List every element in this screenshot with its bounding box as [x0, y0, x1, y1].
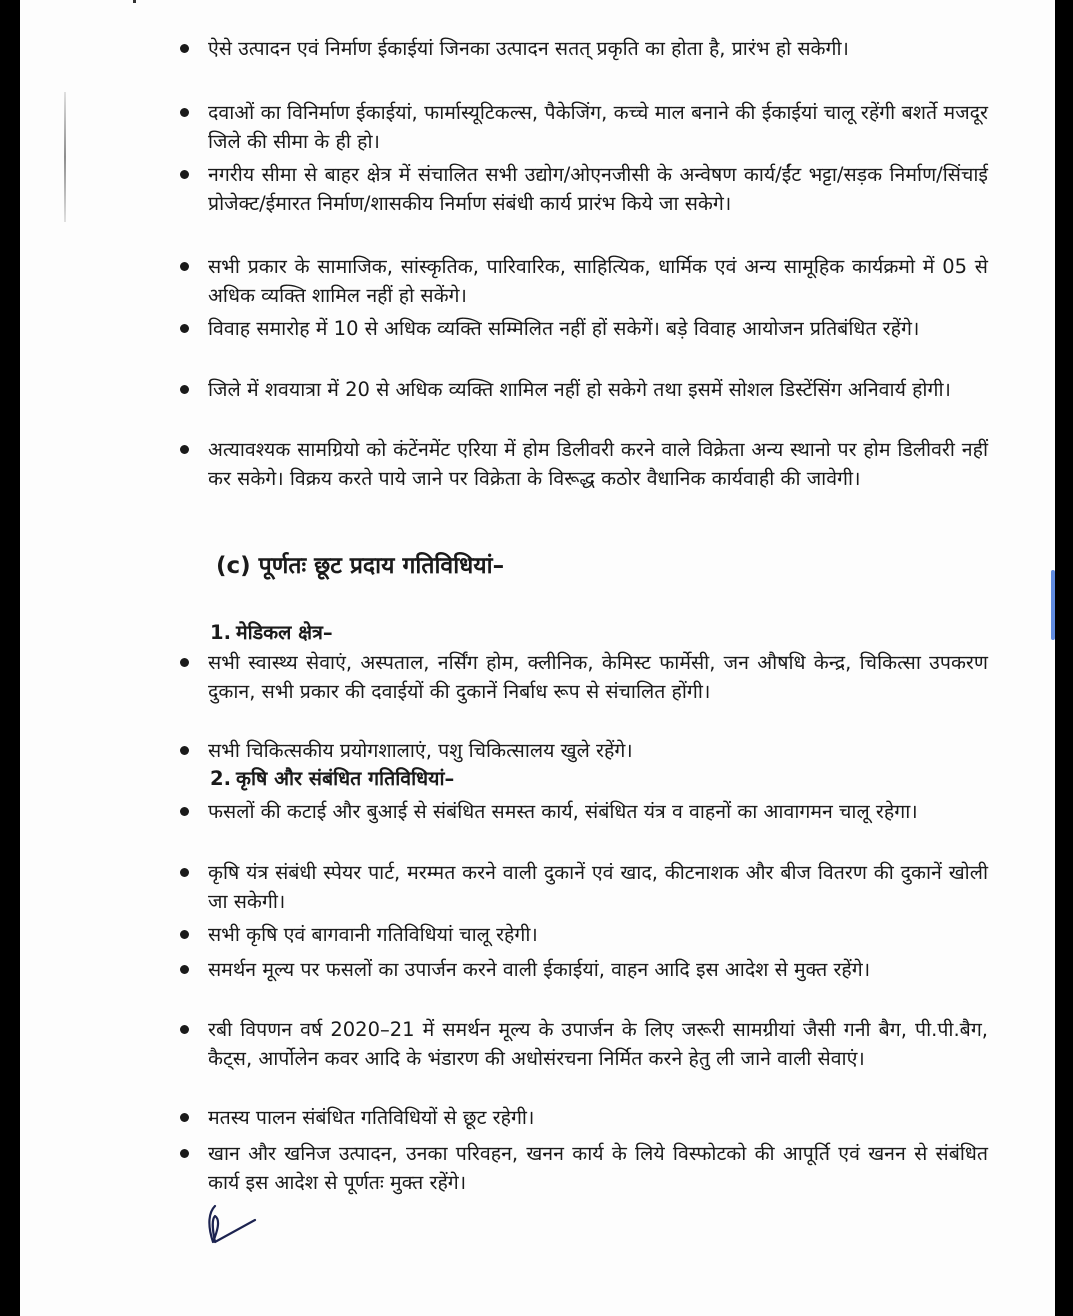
bullet-icon — [180, 868, 189, 877]
bullet-icon — [180, 170, 189, 179]
list-item: विवाह समारोह में 10 से अधिक व्यक्ति सम्मिलित नहीं हों सकेगें। बड़े विवाह आयोजन प्रतिबंधित रहेंगे। — [208, 314, 988, 343]
bullet-icon — [180, 1025, 189, 1034]
bullet-icon — [180, 44, 189, 53]
list-item: जिले में शवयात्रा में 20 से अधिक व्यक्ति शामिल नहीं हो सकेगे तथा इसमें सोशल डिस्टेंसिंग अनिवार्य होगी। — [208, 375, 988, 404]
list-item: नगरीय सीमा से बाहर क्षेत्र में संचालित सभी उद्योग/ओएनजीसी के अन्वेषण कार्य/ईंट भट्टा/सड़क निर्माण/सिंचाई प्रोजेक्ट/ईमारत निर्माण/शासकीय निर्माण संबंधी कार्य प्रारंभ किये जा सकेगे। — [208, 160, 988, 218]
list-item: सभी चिकित्सकीय प्रयोगशालाएं, पशु चिकित्सालय खुले रहेंगे। — [208, 736, 988, 765]
bullet-icon — [180, 930, 189, 939]
list-item: सभी कृषि एवं बागवानी गतिविधियां चालू रहेगी। — [208, 920, 988, 949]
list-item: समर्थन मूल्य पर फसलों का उपार्जन करने वाली ईकाईयां, वाहन आदि इस आदेश से मुक्त रहेंगे। — [208, 955, 988, 984]
bullet-icon — [180, 965, 189, 974]
section-heading: (c) पूर्णतः छूट प्रदाय गतिविधियां– — [216, 553, 505, 579]
list-item: खान और खनिज उत्पादन, उनका परिवहन, खनन कार्य के लिये विस्फोटको की आपूर्ति एवं खनन से संबंधित कार्य इस आदेश से पूर्णतः मुक्त रहेंगे। — [208, 1139, 988, 1197]
bullet-icon — [180, 746, 189, 755]
list-item: दवाओं का विनिर्माण ईकाईयां, फार्मास्यूटिकल्स, पैकेजिंग, कच्चे माल बनाने की ईकाईयां चालू रहेंगी बशर्ते मजदूर जिले की सीमा के ही हो। — [208, 98, 988, 156]
list-item: कृषि यंत्र संबंधी स्पेयर पार्ट, मरम्मत करने वाली दुकानें एवं खाद, कीटनाशक और बीज वितरण की दुकानें खोली जा सकेगी। — [208, 858, 988, 916]
list-item: अत्यावश्यक सामग्रियो को कंटेंनमेंट एरिया में होम डिलीवरी करने वाले विक्रेता अन्य स्थानो पर होम डिलीवरी नहीं कर सकेगे। विक्रय करते पाये जाने पर विक्रेता के विरूद्ध कठोर वैधानिक कार्यवाही की जावेगी। — [208, 435, 988, 493]
signature-mark — [195, 1202, 265, 1252]
bullet-icon — [180, 108, 189, 117]
subsection-heading-agriculture: 2. कृषि और संबंधित गतिविधियां– — [210, 767, 455, 790]
scan-edge-shadow — [64, 92, 66, 222]
list-item: रबी विपणन वर्ष 2020–21 में समर्थन मूल्य के उपार्जन के लिए जरूरी सामग्रीयां जैसी गनी बैग, पी.पी.बैग, कैट्स, आर्पोलेन कवर आदि के भंडारण की अधोसंरचना निर्मित करने हेतु ली जाने वाली सेवाएं। — [208, 1015, 988, 1073]
bullet-icon — [180, 445, 189, 454]
list-item: फसलों की कटाई और बुआई से संबंधित समस्त कार्य, संबंधित यंत्र व वाहनों का आवागमन चालू रहेगा। — [208, 797, 988, 826]
list-item: ऐसे उत्पादन एवं निर्माण ईकाईयां जिनका उत्पादन सतत् प्रकृति का होता है, प्रारंभ हो सकेगी। — [208, 34, 988, 63]
bullet-icon — [180, 658, 189, 667]
scan-edge-glint — [1051, 570, 1055, 640]
bullet-icon — [180, 385, 189, 394]
bullet-icon — [180, 262, 189, 271]
list-item: सभी प्रकार के सामाजिक, सांस्कृतिक, पारिवारिक, साहित्यिक, धार्मिक एवं अन्य सामूहिक कार्यक्रमो में 05 से अधिक व्यक्ति शामिल नहीं हो सकेंगे। — [208, 252, 988, 310]
bullet-icon — [180, 1113, 189, 1122]
subsection-heading-medical: 1. मेडिकल क्षेत्र– — [210, 621, 333, 644]
bullet-icon — [180, 324, 189, 333]
bullet-icon — [180, 807, 189, 816]
list-item: सभी स्वास्थ्य सेवाएं, अस्पताल, नर्सिंग होम, क्लीनिक, केमिस्ट फार्मेसी, जन औषधि केन्द्र, चिकित्सा उपकरण दुकान, सभी प्रकार की दवाईयों की दुकानें निर्बाध रूप से संचालित होंगी। — [208, 648, 988, 706]
bullet-icon — [180, 1149, 189, 1158]
list-item: मतस्य पालन संबंधित गतिविधियों से छूट रहेगी। — [208, 1103, 988, 1132]
scan-speck — [133, 0, 136, 3]
document-page — [20, 0, 1055, 1316]
